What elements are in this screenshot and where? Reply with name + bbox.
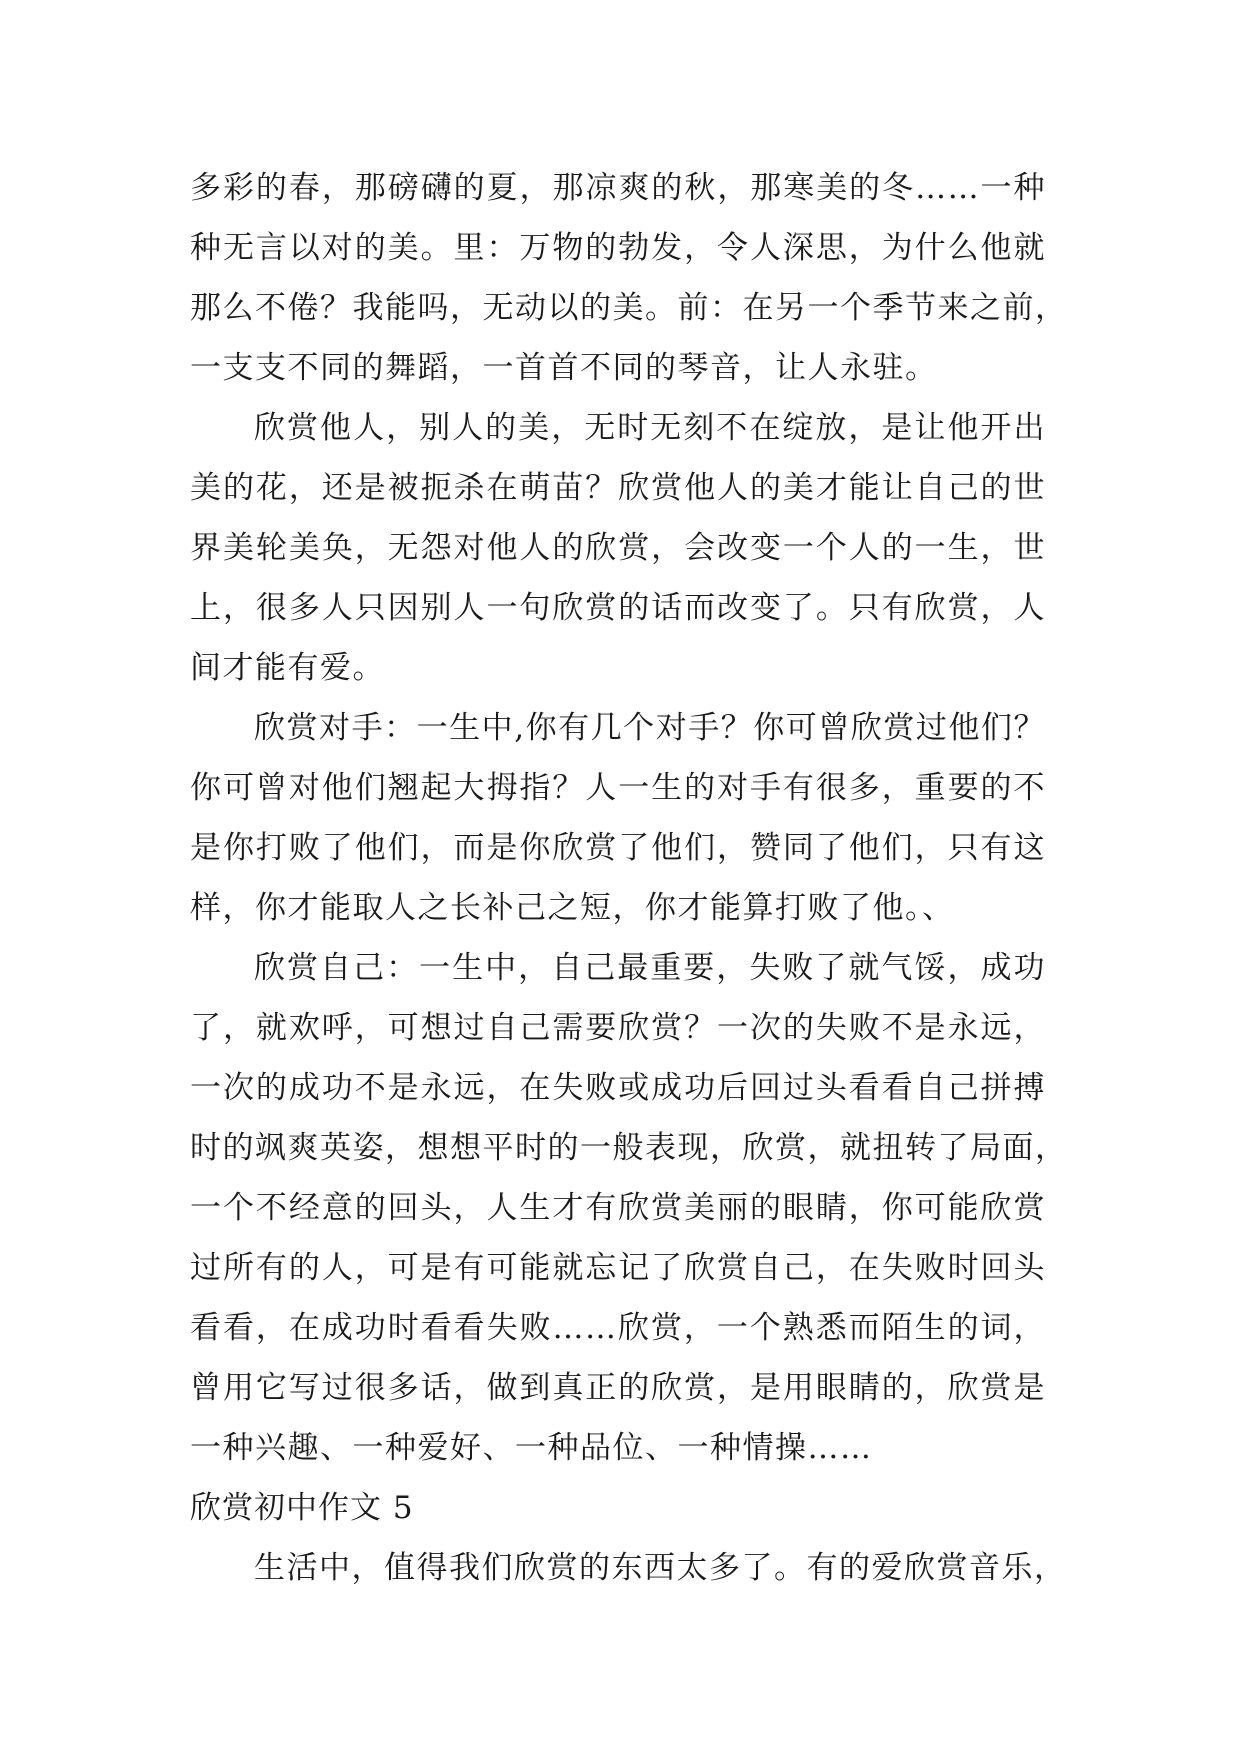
essay-title: 欣赏初中作文 5 [190, 1490, 414, 1526]
text-line: 那么不倦？我能吗，无动以的美。前：在另一个季节来之前， [190, 290, 1068, 326]
text-line: 是你打败了他们，而是你欣赏了他们，赞同了他们，只有这 [190, 830, 1046, 866]
text-line: 一支支不同的舞蹈，一首首不同的琴音，让人永驻。 [190, 350, 938, 386]
text-line: 样，你才能取人之长补己之短，你才能算打败了他。、 [190, 890, 955, 926]
text-line: 曾用它写过很多话，做到真正的欣赏，是用眼睛的，欣赏是 [190, 1370, 1046, 1406]
paragraph [190, 158, 1068, 398]
text-line: 过所有的人，可是有可能就忘记了欣赏自己，在失败时回头 [190, 1250, 1046, 1286]
text-line: 一种兴趣、一种爱好、一种品位、一种情操…… [190, 1430, 873, 1466]
text-line: 时的飒爽英姿，想想平时的一般表现，欣赏，就扭转了局面， [190, 1130, 1068, 1166]
text-line: 界美轮美奂，无怨对他人的欣赏，会改变一个人的一生，世 [190, 530, 1046, 566]
text-line: 看看，在成功时看看失败……欣赏，一个熟悉而陌生的词， [190, 1310, 1046, 1346]
text-line: 一次的成功不是永远，在失败或成功后回过头看看自己拼搏 [190, 1070, 1046, 1106]
text-line: 欣赏对手：一生中,你有几个对手？你可曾欣赏过他们？ [254, 710, 1046, 746]
text-line: 你可曾对他们翘起大拇指？人一生的对手有很多，重要的不 [190, 770, 1046, 806]
text-line: 生活中，值得我们欣赏的东西太多了。有的爱欣赏音乐， [254, 1550, 1067, 1586]
text-line: 上，很多人只因别人一句欣赏的话而改变了。只有欣赏，人 [190, 590, 1046, 626]
text-line: 种无言以对的美。里：万物的勃发，令人深思，为什么他就 [190, 230, 1046, 266]
paragraph [190, 938, 1068, 1478]
text-line: 美的花，还是被扼杀在萌苗？欣赏他人的美才能让自己的世 [190, 470, 1046, 506]
text-line: 欣赏他人，别人的美，无时无刻不在绽放，是让他开出 [254, 410, 1046, 446]
text-line: 了，就欢呼，可想过自己需要欣赏？一次的失败不是永远， [190, 1010, 1046, 1046]
text-line: 间才能有爱。 [190, 650, 385, 686]
paragraph [190, 398, 1046, 698]
paragraph [190, 1538, 1067, 1598]
text-line: 多彩的春，那磅礴的夏，那凉爽的秋，那寒美的冬……一种 [190, 170, 1046, 206]
paragraph [190, 698, 1046, 938]
text-line: 一个不经意的回头，人生才有欣赏美丽的眼睛，你可能欣赏 [190, 1190, 1046, 1226]
text-line: 欣赏自己：一生中，自己最重要，失败了就气馁，成功 [254, 950, 1046, 986]
document-body [190, 158, 1068, 1598]
